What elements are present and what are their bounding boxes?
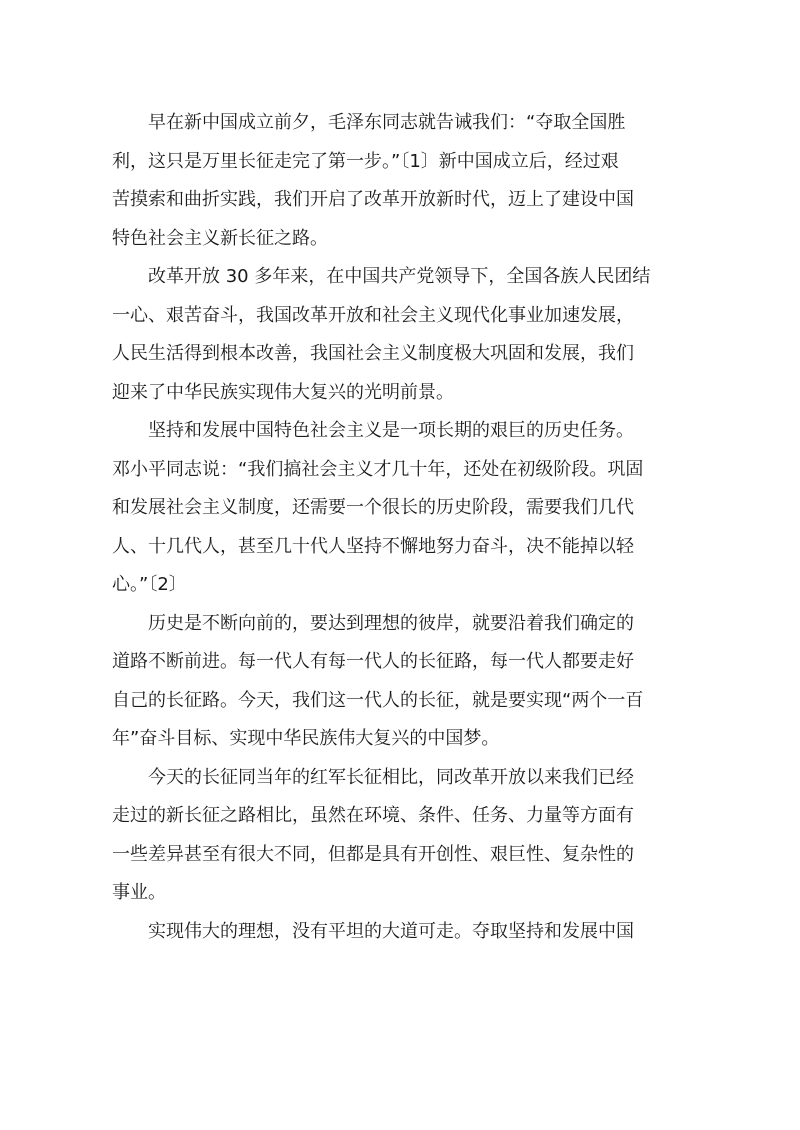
text-line: 坚持和发展中国特色社会主义是一项长期的艰巨的历史任务。 (148, 420, 634, 441)
text-line: 特色社会主义新长征之路。 (112, 227, 328, 249)
text-line: 年”奋斗目标、实现中华民族伟大复兴的中国梦。 (112, 728, 500, 749)
paragraph-2 (112, 258, 682, 412)
text-line: 自己的长征路。今天，我们这一代人的长征，就是要实现“两个一百 (112, 689, 644, 711)
text-line: 人民生活得到根本改善，我国社会主义制度极大巩固和发展，我们 (112, 343, 634, 364)
text-line: 早在新中国成立前夕，毛泽东同志就告诫我们：“夺取全国胜 (148, 112, 626, 133)
text-line: 走过的新长征之路相比，虽然在环境、条件、任务、力量等方面有 (112, 805, 634, 826)
text-line: 邓小平同志说：“我们搞社会主义才几十年，还处在初级阶段。巩固 (112, 458, 644, 480)
document-body (112, 104, 682, 951)
text-line: 人、十几代人，甚至几十代人坚持不懈地努力奋斗，决不能掉以轻 (112, 535, 634, 557)
text-line: 道路不断前进。每一代人有每一代人的长征路，每一代人都要走好 (112, 651, 634, 672)
text-line: 一些差异甚至有很大不同，但都是具有开创性、艰巨性、复杂性的 (112, 843, 634, 865)
text-line: 改革开放 30 多年来，在中国共产党领导下，全国各族人民团结 (148, 266, 651, 287)
text-line: 苦摸索和曲折实践，我们开启了改革开放新时代，迈上了建设中国 (112, 189, 634, 210)
paragraph-3 (112, 412, 682, 605)
text-line: 心。”〔2〕 (112, 574, 187, 595)
text-line: 实现伟大的理想，没有平坦的大道可走。夺取坚持和发展中国 (148, 920, 634, 942)
text-line: 和发展社会主义制度，还需要一个很长的历史阶段，需要我们几代 (112, 497, 634, 518)
text-line: 迎来了中华民族实现伟大复兴的光明前景。 (112, 381, 454, 403)
paragraph-6 (112, 913, 682, 952)
text-line: 一心、艰苦奋斗，我国改革开放和社会主义现代化事业加速发展， (112, 304, 634, 326)
text-line: 事业。 (112, 882, 166, 903)
text-line: 利，这只是万里长征走完了第一步。”〔1〕新中国成立后，经过艰 (112, 150, 619, 172)
paragraph-5 (112, 759, 682, 913)
paragraph-1 (112, 104, 682, 258)
paragraph-4 (112, 605, 682, 759)
text-line: 历史是不断向前的，要达到理想的彼岸，就要沿着我们确定的 (148, 612, 634, 634)
text-line: 今天的长征同当年的红军长征相比，同改革开放以来我们已经 (148, 766, 634, 788)
